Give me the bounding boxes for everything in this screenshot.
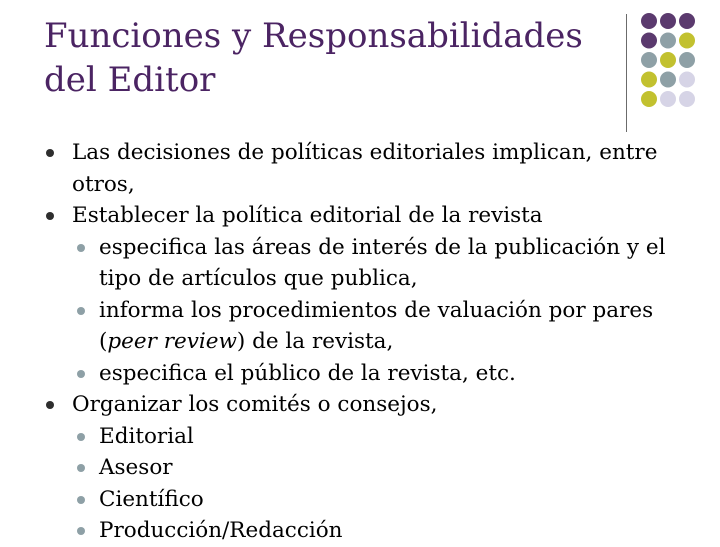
sub-bullet-item (44, 452, 710, 484)
sub-bullet-text: Asesor (99, 455, 173, 480)
sub-bullet-item (44, 232, 710, 264)
sub-bullet-dot (77, 244, 85, 252)
sub-bullet-continuation: (peer review) de la revista, (99, 329, 394, 354)
decorative-dot (660, 72, 676, 88)
sub-bullet-dot (77, 433, 85, 441)
sub-bullet-dot (77, 464, 85, 472)
sub-bullet-dot (77, 370, 85, 378)
decorative-dot (660, 13, 676, 29)
decorative-dot (660, 52, 676, 68)
bullet-item (44, 200, 710, 232)
sub-bullet-text: especifica el público de la revista, etc. (99, 360, 516, 386)
sub-bullet-dot (77, 496, 85, 504)
bullet-text: Organizar los comités o consejos, (72, 392, 438, 417)
title-line-1: Funciones y Responsabilidades (44, 16, 583, 56)
sub-bullet-item (44, 358, 710, 390)
slide-body (44, 137, 710, 547)
title-line-2: del Editor (44, 60, 216, 100)
decorative-dot (641, 52, 657, 68)
sub-bullet-text: ) de la revista, (236, 329, 394, 354)
decorative-dot (679, 52, 695, 68)
decorative-dot (660, 33, 676, 49)
decorative-dot (641, 91, 657, 107)
sub-bullet-text: Producción/Redacción (99, 518, 343, 543)
decorative-dot (679, 72, 695, 88)
sub-bullet-item (44, 421, 710, 453)
sub-bullet-text: informa los procedimientos de valuación por pares (99, 297, 654, 323)
decorative-dot (660, 91, 676, 107)
decorative-dot (679, 13, 695, 29)
sub-bullet-text: especifica las áreas de interés de la publicación y el (99, 234, 666, 260)
decorative-dot (641, 72, 657, 88)
decorative-dot (679, 33, 695, 49)
sub-bullet-continuation (44, 263, 710, 295)
bullet-item (44, 137, 710, 169)
bullet-dot (46, 149, 54, 157)
bullet-item (44, 389, 710, 421)
decorative-dot-grid (640, 12, 720, 122)
bullet-text: Las decisiones de políticas editoriales implican, entre (72, 140, 658, 165)
bullet-dot (46, 212, 54, 220)
sub-bullet-text: Científico (99, 486, 204, 512)
decorative-dot (641, 33, 657, 49)
bullet-text: Establecer la política editorial de la revista (72, 203, 543, 228)
sub-bullet-item (44, 484, 710, 516)
slide-title (44, 14, 624, 102)
sub-bullet-item (44, 295, 710, 327)
decorative-dot (679, 91, 695, 107)
sub-bullet-dot (77, 307, 85, 315)
bullet-dot (46, 401, 54, 409)
bullet-text: otros, (72, 171, 135, 197)
decorative-dot (641, 13, 657, 29)
title-divider-line (626, 14, 627, 132)
peer-review-term: peer review (107, 329, 237, 354)
sub-bullet-dot (77, 527, 85, 535)
sub-bullet-text: Editorial (99, 423, 194, 449)
sub-bullet-text: tipo de artículos que publica, (99, 266, 418, 291)
sub-bullet-item (44, 515, 710, 547)
bullet-continuation (44, 169, 710, 201)
